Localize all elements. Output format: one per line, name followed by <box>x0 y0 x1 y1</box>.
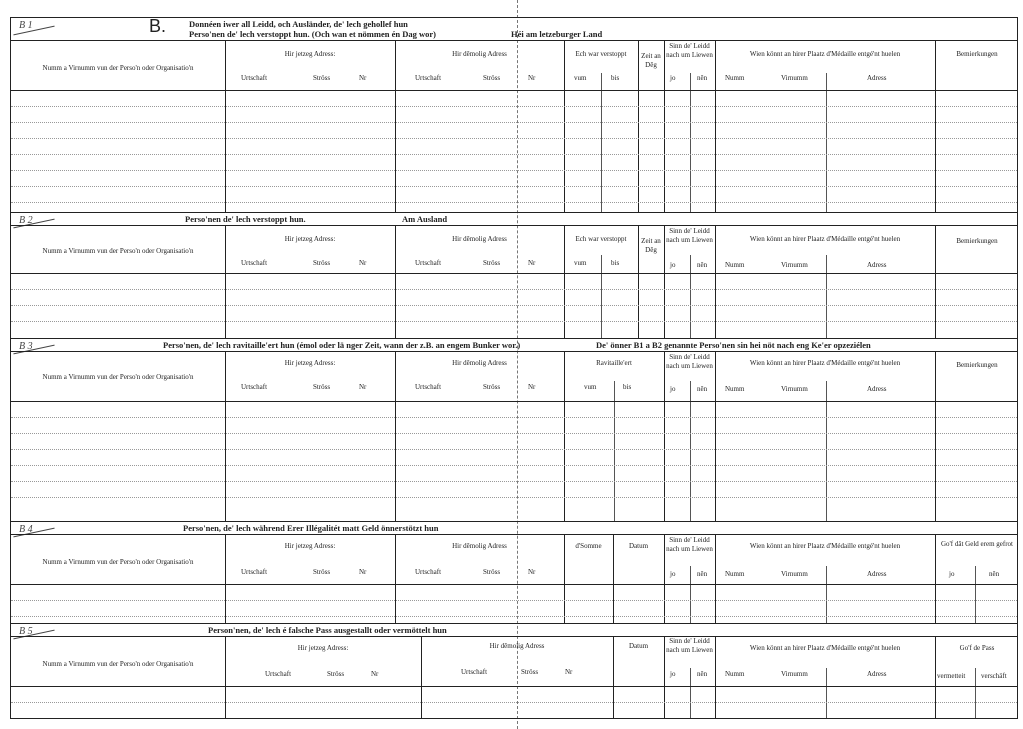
col-name: Numm a Virnumm vun der Perso'n oder Organisatio'n <box>42 373 194 381</box>
section-b1 <box>10 17 1018 212</box>
section-code: B 2 <box>19 215 33 226</box>
col-place: Urtschaft <box>415 568 442 576</box>
col-to: bis <box>623 383 632 391</box>
col-time: Zeit an Dêg <box>641 52 661 69</box>
col-place: Urtschaft <box>241 259 268 267</box>
col-former-address: Hir dêmolig Adress <box>452 50 507 58</box>
col-from: vum <box>584 383 597 391</box>
col-current-address: Hir jetzeg Adress: <box>284 235 336 243</box>
col-current-address: Hir jetzeg Adress: <box>284 50 336 58</box>
col-sum: d'Somme <box>575 542 602 550</box>
col-place: Urtschaft <box>241 74 268 82</box>
col-medal: Wien könnt an hirer Plaatz d'Médaille entgé'nt huelen <box>749 50 901 58</box>
col-firstname: Virnumm <box>781 670 808 678</box>
section-title: Person'nen, de' lech é falsche Pass ausgestallt oder vermöttelt hun <box>208 625 447 635</box>
col-surname: Numm <box>725 670 745 678</box>
col-suffered: Sinn de' Leidd nach um Liewen <box>666 637 713 654</box>
col-money-returned: Go'f dât Geld erem gefrot <box>940 540 1013 548</box>
section-title: Perso'nen, de' lech während Erer Illégalitét matt Geld önnerstötzt hun <box>183 523 439 533</box>
section-code: B 3 <box>19 341 33 352</box>
col-no: nên <box>697 74 708 82</box>
col-nr: Nr <box>528 383 536 391</box>
col-pass-burned: verschäft <box>981 672 1007 680</box>
col-medal: Wien könnt an hirer Plaatz d'Médaille entgé'nt huelen <box>749 359 901 367</box>
col-suffered: Sinn de' Leidd nach um Liewen <box>666 227 713 244</box>
col-current-address: Hir jetzeg Adress: <box>284 359 336 367</box>
col-address: Adress <box>867 570 887 578</box>
col-yes: jo <box>949 570 955 578</box>
col-yes: jo <box>670 261 676 269</box>
col-address: Adress <box>867 385 887 393</box>
col-address: Adress <box>867 670 887 678</box>
col-former-address: Hir dêmolig Adress <box>452 542 507 550</box>
col-surname: Numm <box>725 74 745 82</box>
col-nr: Nr <box>359 259 367 267</box>
col-address: Adress <box>867 74 887 82</box>
col-street: Ströss <box>483 568 501 576</box>
col-ravitailleert: Ravitaille'ert <box>596 359 632 367</box>
col-nr: Nr <box>359 383 367 391</box>
col-firstname: Virnumm <box>781 385 808 393</box>
section-b2 <box>10 212 1018 338</box>
section-title: Donnéen iwer all Leidd, och Ausländer, de' lech gehollef hun <box>189 19 408 29</box>
col-address: Adress <box>867 261 887 269</box>
col-yes: jo <box>670 570 676 578</box>
col-name: Numm a Virnumm vun der Perso'n oder Organisatio'n <box>42 247 194 255</box>
col-suffered: Sinn de' Leidd nach um Liewen <box>666 536 713 553</box>
section-title: Perso'nen de' lech verstoppt hun. <box>185 214 306 224</box>
col-no: nên <box>697 385 708 393</box>
col-to: bis <box>611 74 620 82</box>
col-former-address: Hir dêmolig Adress <box>452 359 507 367</box>
col-place: Urtschaft <box>265 670 292 678</box>
col-name: Numm a Virnumm vun der Perso'n oder Organisatio'n <box>42 64 194 72</box>
col-nr: Nr <box>528 568 536 576</box>
col-time: Zeit an Dêg <box>641 237 661 254</box>
col-medal: Wien könnt an hirer Plaatz d'Médaille entgé'nt huelen <box>749 235 901 243</box>
col-pass-returned: vermetteit <box>937 672 966 680</box>
section-code: B 1 <box>19 20 33 31</box>
col-former-address: Hir dêmolig Adress <box>452 235 507 243</box>
col-street: Ströss <box>313 383 331 391</box>
col-remarks: Bemierkungen <box>956 361 998 369</box>
col-street: Ströss <box>483 259 501 267</box>
col-former-address: Hir dêmolig Adress <box>489 642 545 650</box>
col-no: nên <box>697 570 708 578</box>
col-yes: jo <box>670 670 676 678</box>
col-yes: jo <box>670 385 676 393</box>
section-subtitle: Perso'nen de' lech verstoppt hun. (Och wan et nömmen én Dag wor) <box>189 29 436 39</box>
col-no: nên <box>697 261 708 269</box>
section-code: B 4 <box>19 524 33 535</box>
col-suffered: Sinn de' Leidd nach um Liewen <box>666 353 713 370</box>
section-code: B 5 <box>19 626 33 637</box>
col-name: Numm a Virnumm vun der Perso'n oder Organisatio'n <box>42 660 194 668</box>
col-place: Urtschaft <box>415 383 442 391</box>
section-b4 <box>10 521 1018 623</box>
col-surname: Numm <box>725 385 745 393</box>
col-street: Ströss <box>313 259 331 267</box>
col-suffered: Sinn de' Leidd nach um Liewen <box>666 42 713 59</box>
col-nr: Nr <box>565 668 573 676</box>
col-hidden: Ech war verstoppt <box>575 235 627 243</box>
col-no: nên <box>697 670 708 678</box>
col-medal: Wien könnt an hirer Plaatz d'Médaille entgé'nt huelen <box>749 644 901 652</box>
section-b5 <box>10 623 1018 719</box>
col-yes: jo <box>670 74 676 82</box>
col-street: Ströss <box>313 568 331 576</box>
col-place: Urtschaft <box>241 383 268 391</box>
col-firstname: Virnumm <box>781 261 808 269</box>
col-firstname: Virnumm <box>781 570 808 578</box>
col-street: Ströss <box>483 383 501 391</box>
col-place: Urtschaft <box>415 74 442 82</box>
section-b3 <box>10 338 1018 521</box>
col-place: Urtschaft <box>415 259 442 267</box>
col-medal: Wien könnt an hirer Plaatz d'Médaille entgé'nt huelen <box>749 542 901 550</box>
col-hidden: Ech war verstoppt <box>575 50 627 58</box>
form-letter: B. <box>149 16 167 36</box>
col-nr: Nr <box>359 568 367 576</box>
col-street: Ströss <box>483 74 501 82</box>
col-street: Ströss <box>521 668 539 676</box>
col-street: Ströss <box>327 670 345 678</box>
col-place: Urtschaft <box>461 668 488 676</box>
col-surname: Numm <box>725 261 745 269</box>
col-from: vum <box>574 259 587 267</box>
section-title-extra: Am Ausland <box>402 214 448 224</box>
col-no: nên <box>989 570 1000 578</box>
col-nr: Nr <box>528 74 536 82</box>
section-title-extra: De' önner B1 a B2 genannte Perso'nen sin hei nöt nach eng Ke'er opzeziélen <box>596 340 871 350</box>
col-date: Datum <box>628 642 649 650</box>
col-date: Datum <box>628 542 649 550</box>
col-name: Numm a Virnumm vun der Perso'n oder Organisatio'n <box>42 558 194 566</box>
col-place: Urtschaft <box>241 568 268 576</box>
col-remarks: Bemierkungen <box>956 237 998 245</box>
col-nr: Nr <box>359 74 367 82</box>
col-current-address: Hir jetzeg Adress: <box>297 644 349 652</box>
col-street: Ströss <box>313 74 331 82</box>
section-title: Perso'nen, de' lech ravitaille'ert hun (émol oder lä nger Zeit, wann der z.B. an engem Bunker wor.) <box>163 340 521 350</box>
col-nr: Nr <box>371 670 379 678</box>
col-pass: Go'f de Pass <box>959 644 995 652</box>
col-surname: Numm <box>725 570 745 578</box>
col-firstname: Virnumm <box>781 74 808 82</box>
col-nr: Nr <box>528 259 536 267</box>
section-subtitle-location: Héi am letzeburger Land <box>511 29 603 39</box>
col-from: vum <box>574 74 587 82</box>
col-current-address: Hir jetzeg Adress: <box>284 542 336 550</box>
col-remarks: Bemierkungen <box>956 50 998 58</box>
col-to: bis <box>611 259 620 267</box>
